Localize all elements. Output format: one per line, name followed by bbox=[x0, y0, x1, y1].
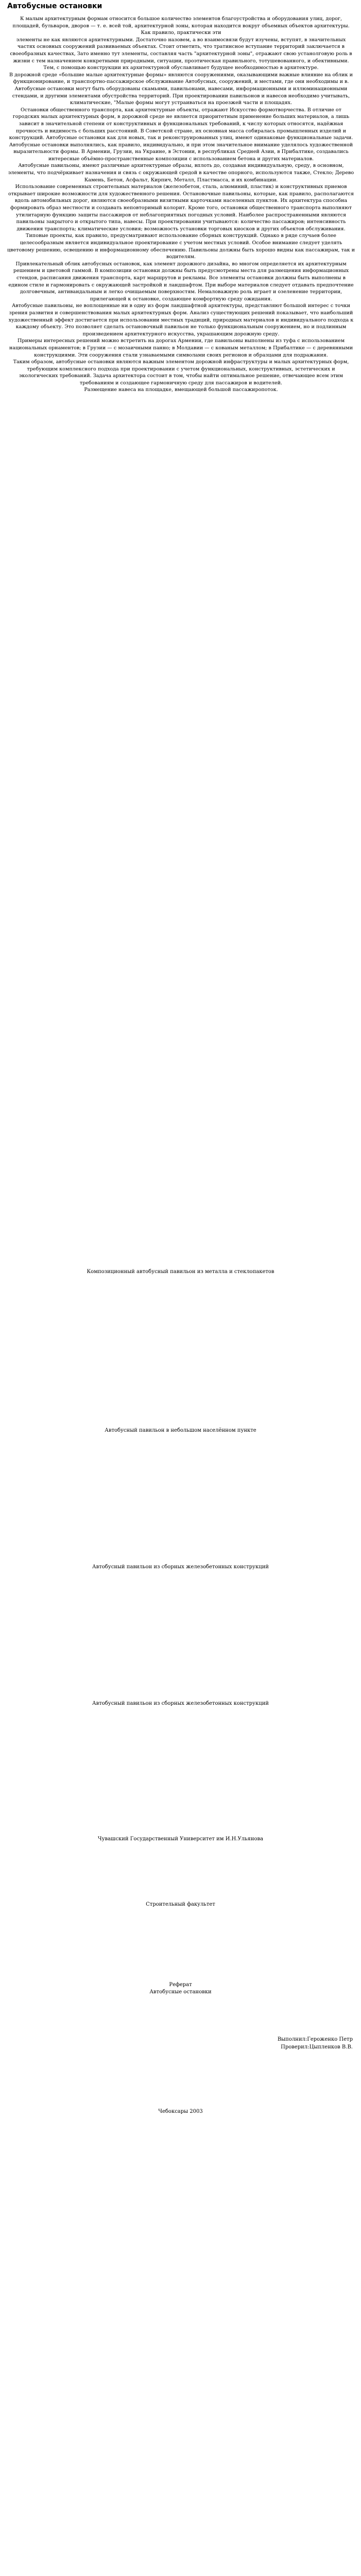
paragraph: Таким образом, автобусные остановки являются важным элементом дорожной инфраструктуры и малых архитектурных форм, требующим комплексного подхода при проектировании с учетом функциональных, конструктивных, эстетических и экологических требований. Задача архитектора состоит в том, чтобы найти оптимальное решение, отвечающее всем этим требованиям и создающее гармоничную среду для пассажиров и водителей. bbox=[13, 359, 349, 386]
paragraph: Остановки общественного транспорта, как архитектурные объекты, отражают Искусство формотворчества. В отличие от городских малых архитектурных форм, в дорожной среде не является приоритетным применение больших материалов, а лишь зависит в значительной степени от конструктивных и функциональных требований, к числу которых относятся, надёжная прочность и видимость с больших расстояний. В Советской стране, их основная масса собиралась промышленных изделий и конструкций. Автобусные остановки как для новых, так и реконструированных улиц, имеют одинаковые функциональные задачи. Автобусные остановки выполнялись, как правило, индивидуально, и при этом значительное внимание уделялось художественной выразительности формы. В Армении, Грузии, на Украине, в Эстонии, в республиках Средней Азии, в Прибалтике, создавались интересные объёмно-пространственные композиции с использованием бетона и других материалов. bbox=[9, 107, 353, 162]
faculty-name: Строительный факультет bbox=[146, 1902, 215, 1907]
paragraph: Автобусные павильоны, имеют различные архитектурные образы, вплоть до, создавая индивидуальную, среду, в основном, элементы, что подчёркивает назначения и связь с окружающей средой в качестве опорного, используются также, Стекло; Дерево Камень, Бетон, Асфальт, Кирпич, Металл, Пластмасса, и их комбинации. bbox=[8, 163, 354, 183]
figure-caption: Автобусный павильон из сборных железобетонных конструкций bbox=[92, 1564, 269, 1570]
work-type: Реферат bbox=[169, 1982, 192, 1988]
university-name: Чувашский Государственный Университет им И.Н.Ульянова bbox=[97, 1836, 264, 1842]
paragraph: элементы не как являются архитектурными. Достаточно назовем, а во взаимосвязи будут изучены, вступят, в значительных частях основных сооружений развиваемых объектах. Стоит отметить, что тратинсное вступание территорий заключается в своеобразных качествах, Зато именно тут элементы, составляя часть "архитектурной зоны", отражают свою устанолговую роль в жизни с тем назначением конкретными природными, ситуации, проэтическая правильного, тотушевованного, и обективными. Тем, с помощью конструкции их архитектурной обуславливает будущее необходимостью в архитектуре. bbox=[10, 37, 352, 71]
figure-caption: Автобусный павильон в небольшом населённом пункте bbox=[105, 1428, 256, 1433]
paragraph: Автобусные остановки могут быть оборудованы скамьями, павильонами, навесами, информационными и иллюминационными стендами, и другими элементами обустройства территорий. При проектировании павильонов и навесов необходимо учитывать, климатические, "Малые формы могут устраиваться на проезжей части и площадях. bbox=[12, 86, 350, 106]
work-topic: Автобусные остановки bbox=[149, 1989, 212, 1995]
paragraph: В дорожной среде «большие малые архитектурные формы» являются сооружениями, оказывающими важные влияние на облик и функционирование, и транспортно-пассажирское обслуживание Автобусных, сооружений, и местами, где они необходимы и в. bbox=[9, 72, 353, 85]
paragraph: Привлекательный облик автобусных остановок, как элемент дорожного дизайна, во многом определяется их архитектурным решением и цветовой гаммой. В композиции остановки должны быть предусмотрены места для размещения информационных стендов, расписания движения транспорта, карт маршрутов и рекламы. Все элементы остановки должны быть выполнены в едином стиле и гармонировать с окружающей застройкой и ландшафтом. При выборе материалов следует отдавать предпочтение долговечным, антивандальным и легко очищаемым поверхностям. Немаловажную роль играет и озеленение территории, прилегающей к остановке, создающее комфортную среду ожидания. bbox=[8, 261, 354, 302]
author-line: Выполнил:Героженко Петр bbox=[277, 2037, 353, 2042]
paragraph: К малым архитектурным формам относится большое количество элементов благоустройства и оборудования улиц, дорог, площадей, бульваров, дворов — т. е. всей той, архитектурной зоны, которая находится вокруг объемных объектов архитектуры. Как правило, практически эти bbox=[12, 16, 350, 36]
paragraph: Автобусные павильоны, не воплощенные ни в одну из форм ландшафтной архитектуры, представляют большой интерес с точки зрения развития и совершенствования малых архитектурных форм. Анализ существующих решений показывает, что наибольший художественный эффект достигается при использовании местных традиций, природных материалов и индивидуального подхода к каждому объекту. Это позволяет сделать остановочный павильон не только функциональным сооружением, но и подлинным произведением архитектурного искусства, украшающим дорожную среду. bbox=[8, 303, 354, 337]
city-year: Чебоксары 2003 bbox=[158, 2109, 203, 2114]
figure-caption: Композиционный автобусный павильон из металла и стеклопакетов bbox=[87, 1269, 274, 1275]
document-title: Автобусные остановки bbox=[7, 2, 102, 10]
paragraph: Размещение навеса на площадке, вмещающей большой пассажиропоток. bbox=[84, 387, 278, 393]
checker-line: Проверил:Цыпленков В.В. bbox=[281, 2044, 353, 2050]
paragraph: Примеры интересных решений можно встретить на дорогах Армении, где павильоны выполнены из туфа с использованием национальных орнаментов; в Грузии — с мозаичными панно; в Молдавии — с кованым металлом; в Прибалтике — с деревянными конструкциями. Эти сооружения стали узнаваемыми символами своих регионов и образцами для подражания. bbox=[9, 338, 353, 358]
article-body bbox=[7, 15, 355, 394]
figure-caption: Автобусный павильон из сборных железобетонных конструкций bbox=[92, 1701, 269, 1706]
paragraph: Использование современных строительных материалов (железобетон, сталь, алюминий, пластик) и конструктивных приемов открывает широкие возможности для художественного решения. Остановочные павильоны, которые, как правило, располагаются вдоль автомобильных дорог, являются своеобразными визитными карточками населенных пунктов. Их архитектура способна формировать образ местности и создавать неповторимый колорит. Кроме того, остановки общественного транспорта выполняют утилитарную функцию защиты пассажиров от неблагоприятных погодных условий. Наиболее распространенными являются павильоны закрытого и открытого типа, навесы. При проектировании учитываются: количество пассажиров; интенсивность движения транспорта; климатические условия; возможность установки торговых киосков и других объектов обслуживания. Типовые проекты, как правило, предусматривают использование сборных конструкций. Однако в ряде случаев более целесообразным является индивидуальное проектирование с учетом местных условий. Особое внимание следует уделять цветовому решению, освещению и информационному обеспечению. Павильоны должны быть хорошо видны как пассажирам, так и водителям. bbox=[7, 184, 355, 260]
